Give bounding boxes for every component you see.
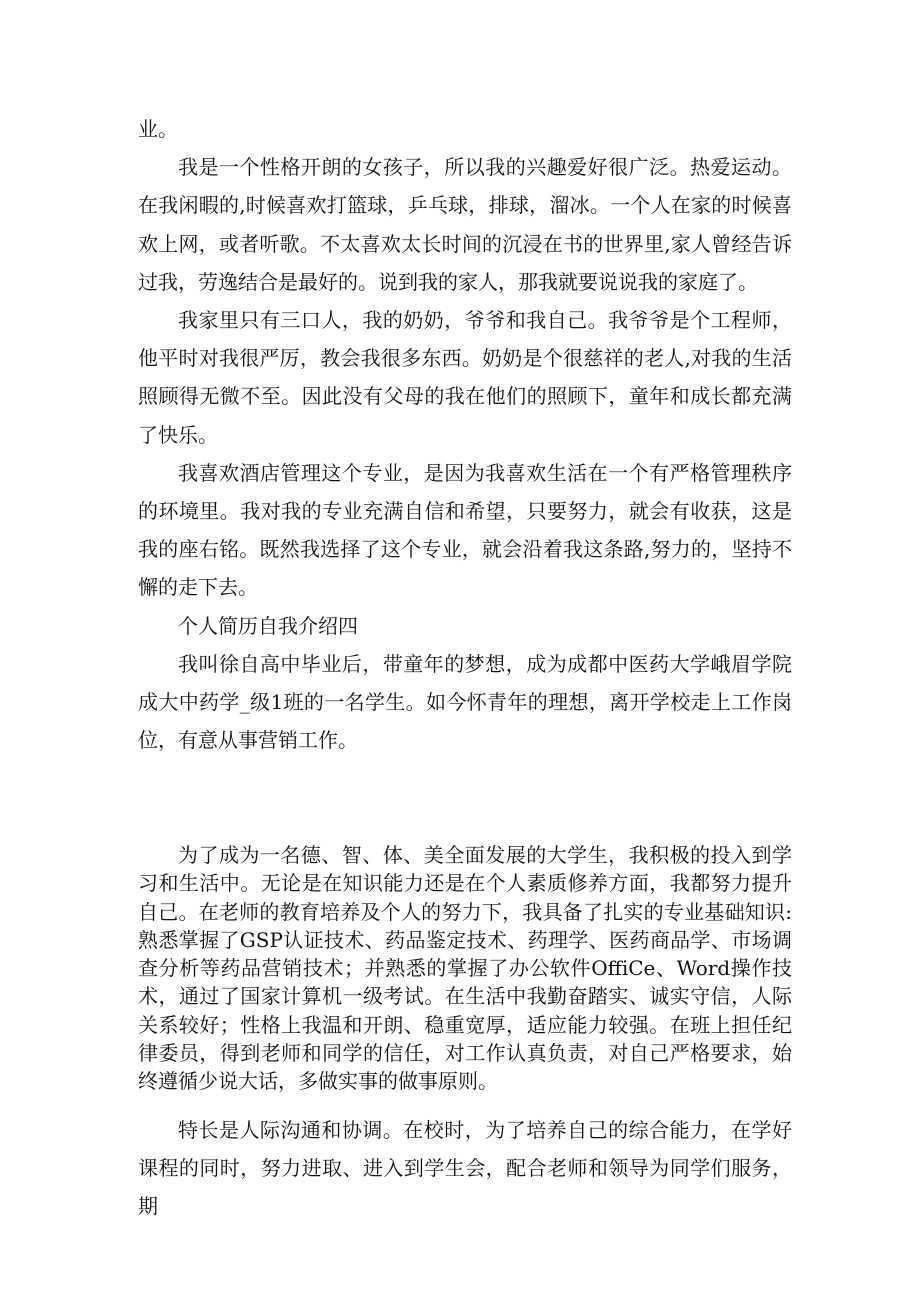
paragraph-hobbies: 我是一个性格开朗的女孩子，所以我的兴趣爱好很广泛。热爱运动。在我闲暇的,时候喜欢打篮球，乒乓球，排球，溜冰。一个人在家的时候喜欢上网，或者听歌。不太喜欢太长时间的沉浸在书的世界里,家人曾经告诉过我，劳逸结合是最好的。说到我的家人，那我就要说说我的家庭了。 bbox=[138, 155, 792, 294]
paragraph-skills: 为了成为一名德、智、体、美全面发展的大学生，我积极的投入到学习和生活中。无论是在知识能力还是在个人素质修养方面，我都努力提升自己。在老师的教育培养及个人的努力下，我具备了扎实的专业基础知识:熟悉掌握了GSP认证技术、药品鉴定技术、药理学、医药商品学、市场调查分析等药品营销技术；并熟悉的掌握了办公软件OffiCe、Word操作技术，通过了国家计算机一级考试。在生活中我勤奋踏实、诚实守信，人际关系较好；性格上我温和开朗、稳重宽厚，适应能力较强。在班上担任纪律委员，得到老师和同学的信任，对工作认真负责，对自己严格要求，始终遵循少说大话，多做实事的做事原则。 bbox=[138, 843, 792, 1094]
text-block-skills bbox=[138, 841, 792, 1096]
paragraph-major: 我喜欢酒店管理这个专业，是因为我喜欢生活在一个有严格管理秩序的环境里。我对我的专业充满自信和希望，只要努力，就会有收获，这是我的座右铭。既然我选择了这个专业，就会沿着我这条路,努力的，坚持不懈的走下去。 bbox=[138, 460, 792, 600]
text-block-lower bbox=[138, 1111, 792, 1226]
section-heading: 个人简历自我介绍四 bbox=[178, 613, 358, 638]
paragraph-family: 我家里只有三口人，我的奶奶，爷爷和我自己。我爷爷是个工程师，他平时对我很严厉，教会我很多东西。奶奶是个很慈祥的老人,对我的生活照顾得无微不至。因此没有父母的我在他们的照顾下，童年和成长都充满了快乐。 bbox=[138, 308, 792, 447]
paragraph-intro: 我叫徐自高中毕业后，带童年的梦想，成为成都中医药大学峨眉学院成大中药学_级1班的一名学生。如今怀青年的理想，离开学校走上工作岗位，有意从事营销工作。 bbox=[138, 651, 792, 753]
paragraph-strengths: 特长是人际沟通和协调。在校时，为了培养自己的综合能力，在学好课程的同时，努力进取、进入到学生会，配合老师和领导为同学们服务，期 bbox=[138, 1118, 792, 1219]
paragraph-continuation: 业。 bbox=[138, 117, 178, 141]
text-block-upper bbox=[138, 110, 792, 759]
